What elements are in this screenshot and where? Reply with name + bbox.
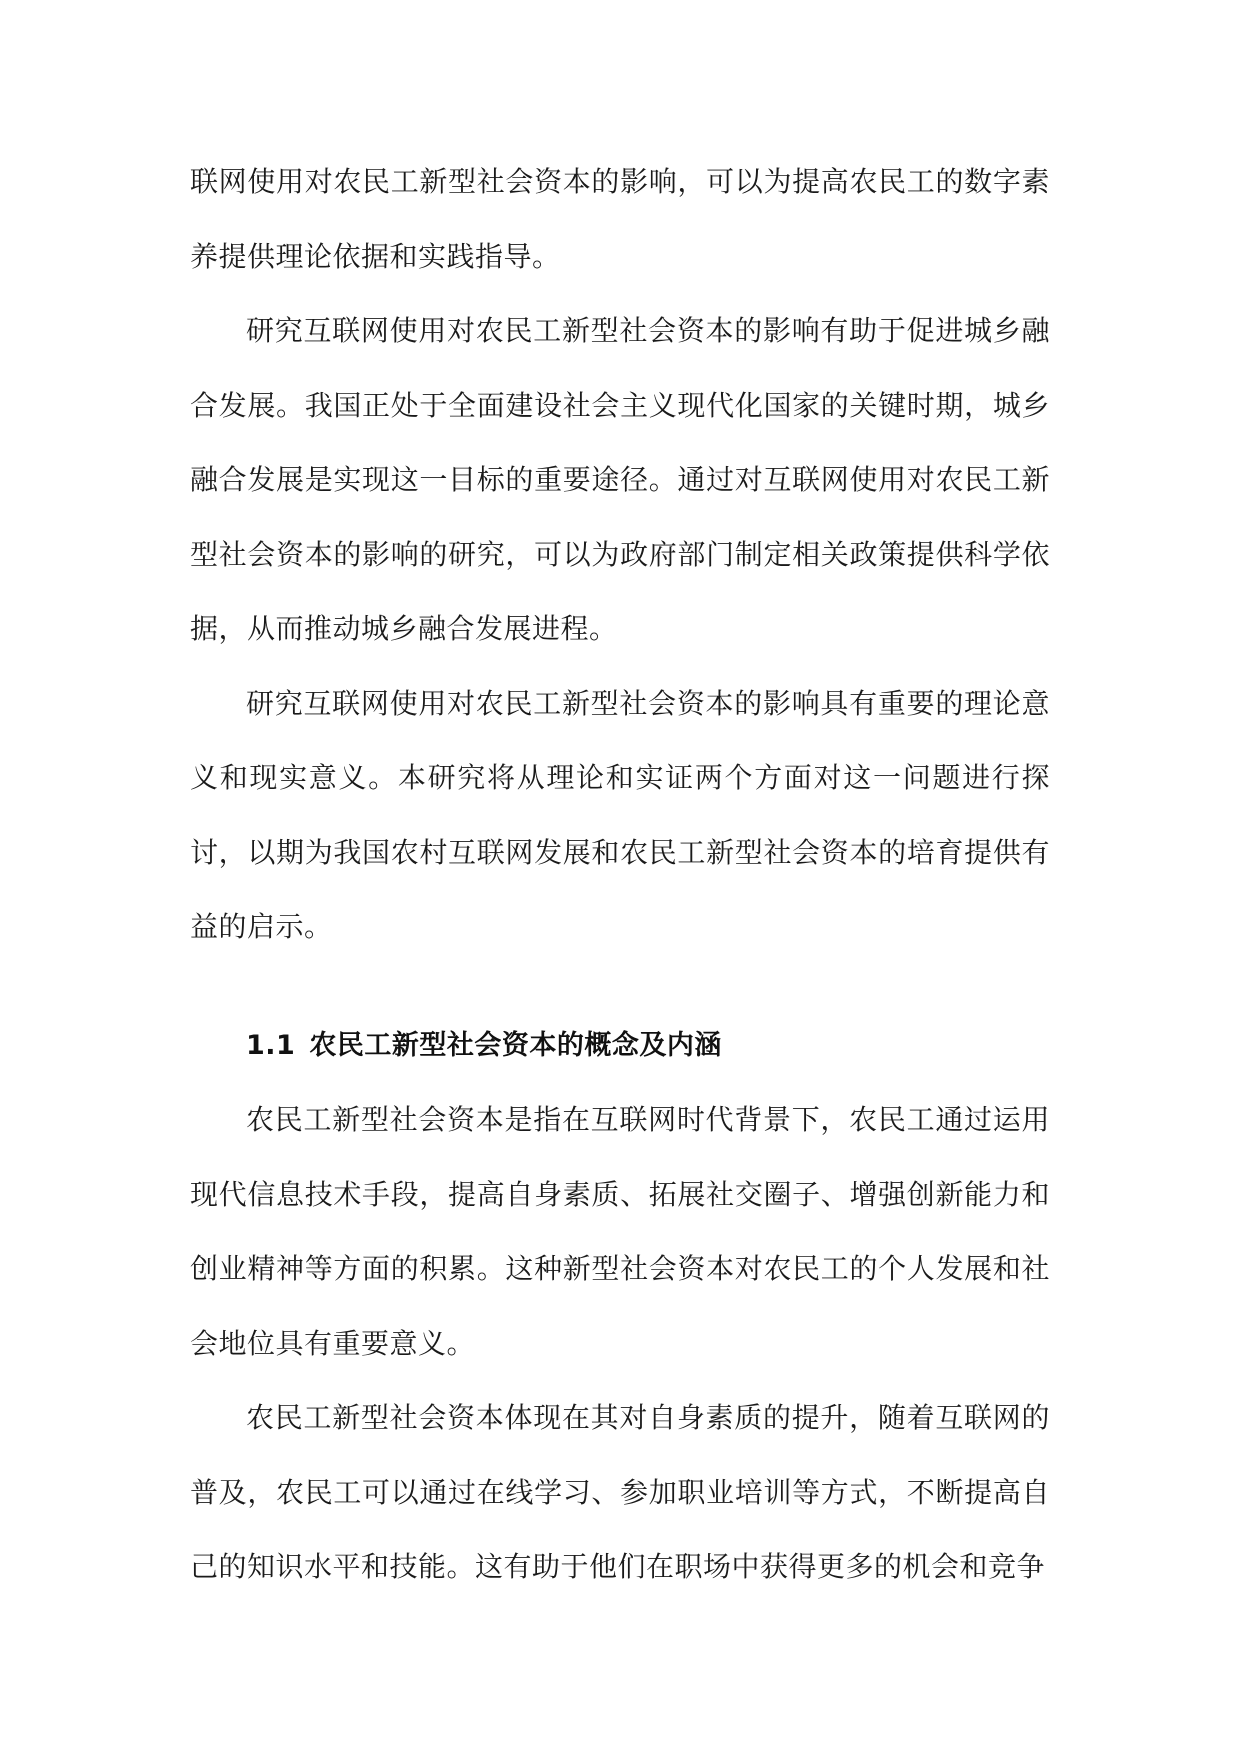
paragraph-continuation: 联网使用对农民工新型社会资本的影响，可以为提高农民工的数字素养提供理论依据和实践指导。 [190,165,1050,273]
paragraph-urban-rural-integration: 研究互联网使用对农民工新型社会资本的影响有助于促进城乡融合发展。我国正处于全面建设社会主义现代化国家的关键时期，城乡融合发展是实现这一目标的重要途径。通过对互联网使用对农民工新型社会资本的影响的研究，可以为政府部门制定相关政策提供科学依据，从而推动城乡融合发展进程。 [190,314,1050,645]
paragraph-definition: 农民工新型社会资本是指在互联网时代背景下，农民工通过运用现代信息技术手段，提高自身素质、拓展社交圈子、增强创新能力和创业精神等方面的积累。这种新型社会资本对农民工的个人发展和社会地位具有重要意义。 [190,1103,1050,1360]
paragraph-research-significance: 研究互联网使用对农民工新型社会资本的影响具有重要的理论意义和现实意义。本研究将从理论和实证两个方面对这一问题进行探讨，以期为我国农村互联网发展和农民工新型社会资本的培育提供有益的启示。 [190,686,1050,943]
paragraph-self-improvement: 农民工新型社会资本体现在其对自身素质的提升，随着互联网的普及，农民工可以通过在线学习、参加职业培训等方式，不断提高自己的知识水平和技能。这有助于他们在职场中获得更多的机会和竞争 [190,1401,1050,1583]
section-number: 1.1 [246,1029,296,1061]
section-heading [190,1009,1050,1084]
document-body [190,145,1050,1605]
section-title: 农民工新型社会资本的概念及内涵 [309,1029,722,1061]
